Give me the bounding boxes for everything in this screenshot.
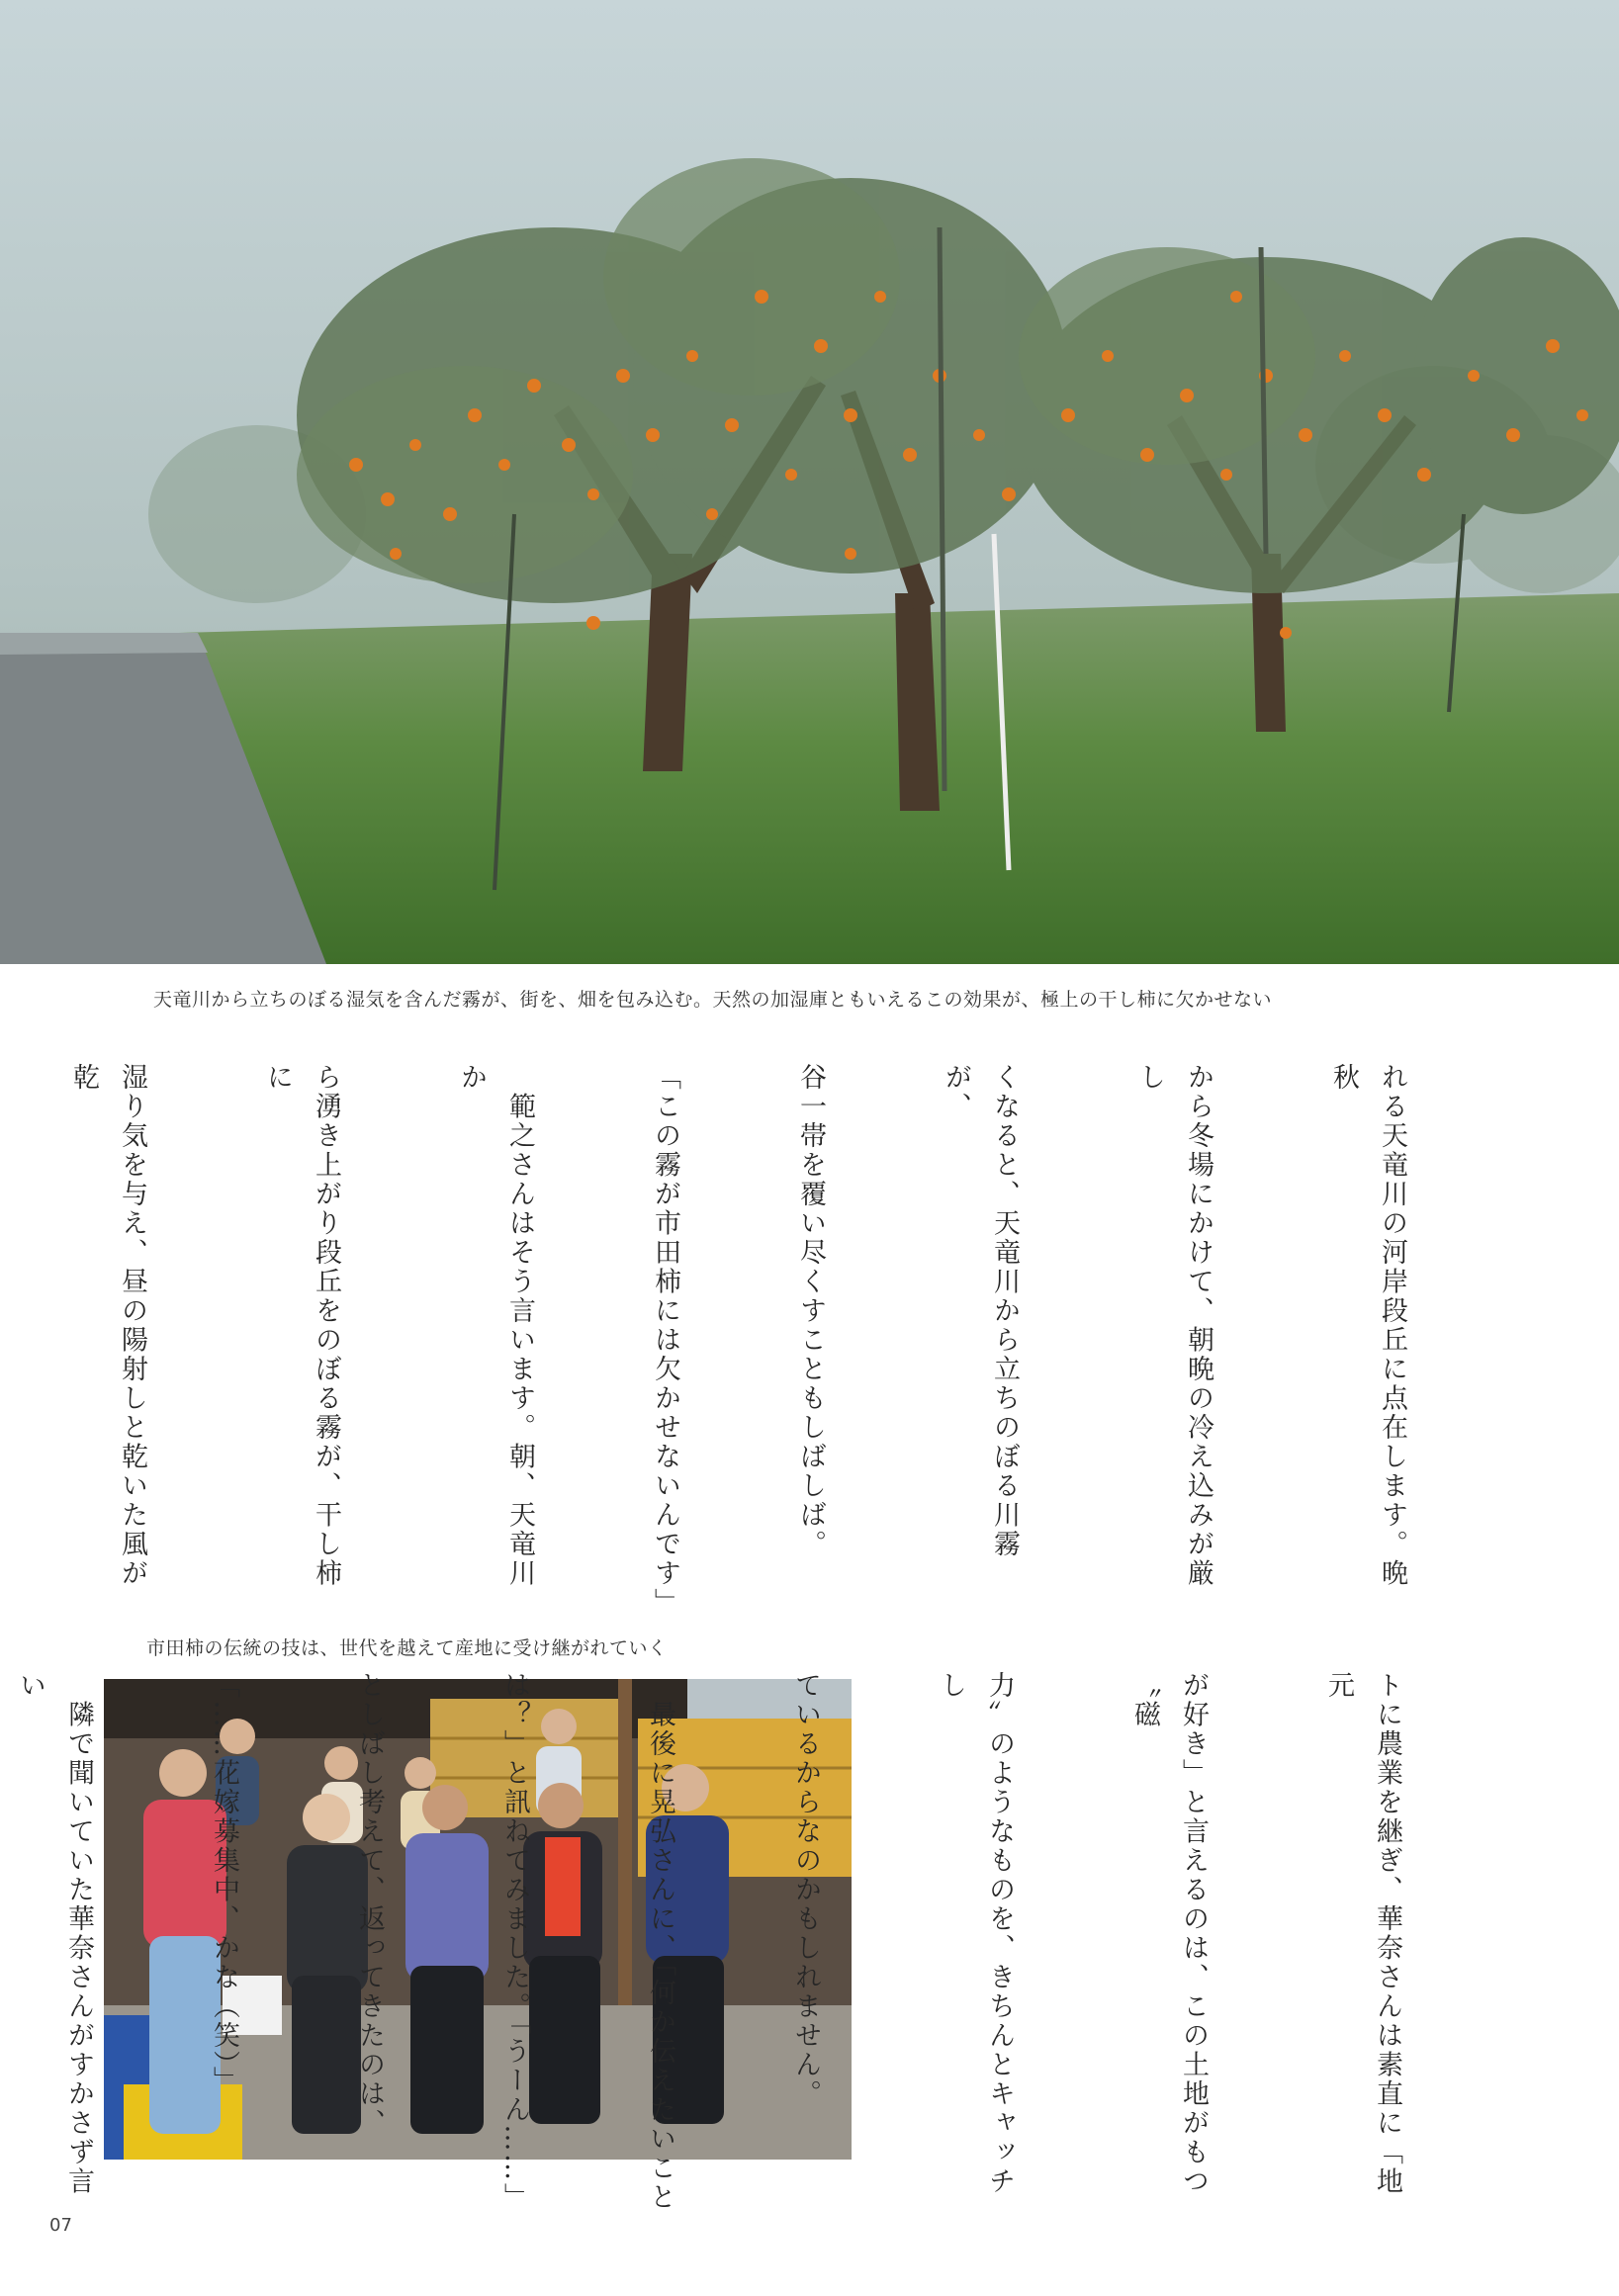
persimmon-orchard-photo [0, 0, 1619, 964]
article-line: 隣で聞いていた華奈さんがすかさず言い [15, 1671, 94, 2196]
article-line: としばし考えて、返ってきたのは、 [354, 1671, 385, 2138]
article-line: 「この霧が市田柿には欠かせないんです」 [650, 1063, 680, 1618]
article-line: ら湧き上がり段丘をのぼる霧が、干し柿に [262, 1063, 341, 1588]
article-line: から冬場にかけて、朝晩の冷え込みが厳し [1134, 1063, 1214, 1588]
page-number: 07 [49, 2215, 72, 2236]
article-line: 範之さんはそう言います。朝、天竜川か [456, 1063, 535, 1588]
article-line: くなると、天竜川から立ちのぼる川霧が、 [941, 1063, 1020, 1559]
article-line: トに農業を継ぎ、華奈さんは素直に「地元 [1323, 1671, 1402, 2196]
lower-article-column [15, 1671, 1508, 2225]
article-line: 力〟のようなものを、きちんとキャッチし [936, 1671, 1015, 2196]
article-line: 湿り気を与え、昼の陽射しと乾いた風が乾 [68, 1063, 147, 1588]
group-photo-caption: 市田柿の伝統の技は、世代を越えて産地に受け継がれていく [146, 1637, 668, 1659]
article-line: 谷一帯を覆い尽くすこともしばしば。 [795, 1063, 826, 1559]
article-line: 「……花嫁募集中、かな（笑）」 [209, 1671, 239, 2095]
orchard-illustration [0, 0, 1619, 964]
orchard-photo-caption: 天竜川から立ちのぼる湿気を含んだ霧が、街を、畑を包み込む。天然の加湿庫ともいえるこの効果が、極上の干し柿に欠かせない [153, 989, 1273, 1011]
upper-article-column [68, 1063, 1513, 1618]
article-line: 最後に晃弘さんに、「何か伝えたいこと [645, 1671, 675, 2212]
article-line: ているからなのかもしれません。 [790, 1671, 821, 2109]
article-line: が好き」と言えるのは、この土地がもつ〝磁 [1129, 1671, 1209, 2196]
article-line: れる天竜川の河岸段丘に点在します。晩秋 [1328, 1063, 1407, 1588]
article-line: は？」と訊ねてみました。「うーん……」 [499, 1671, 530, 2212]
